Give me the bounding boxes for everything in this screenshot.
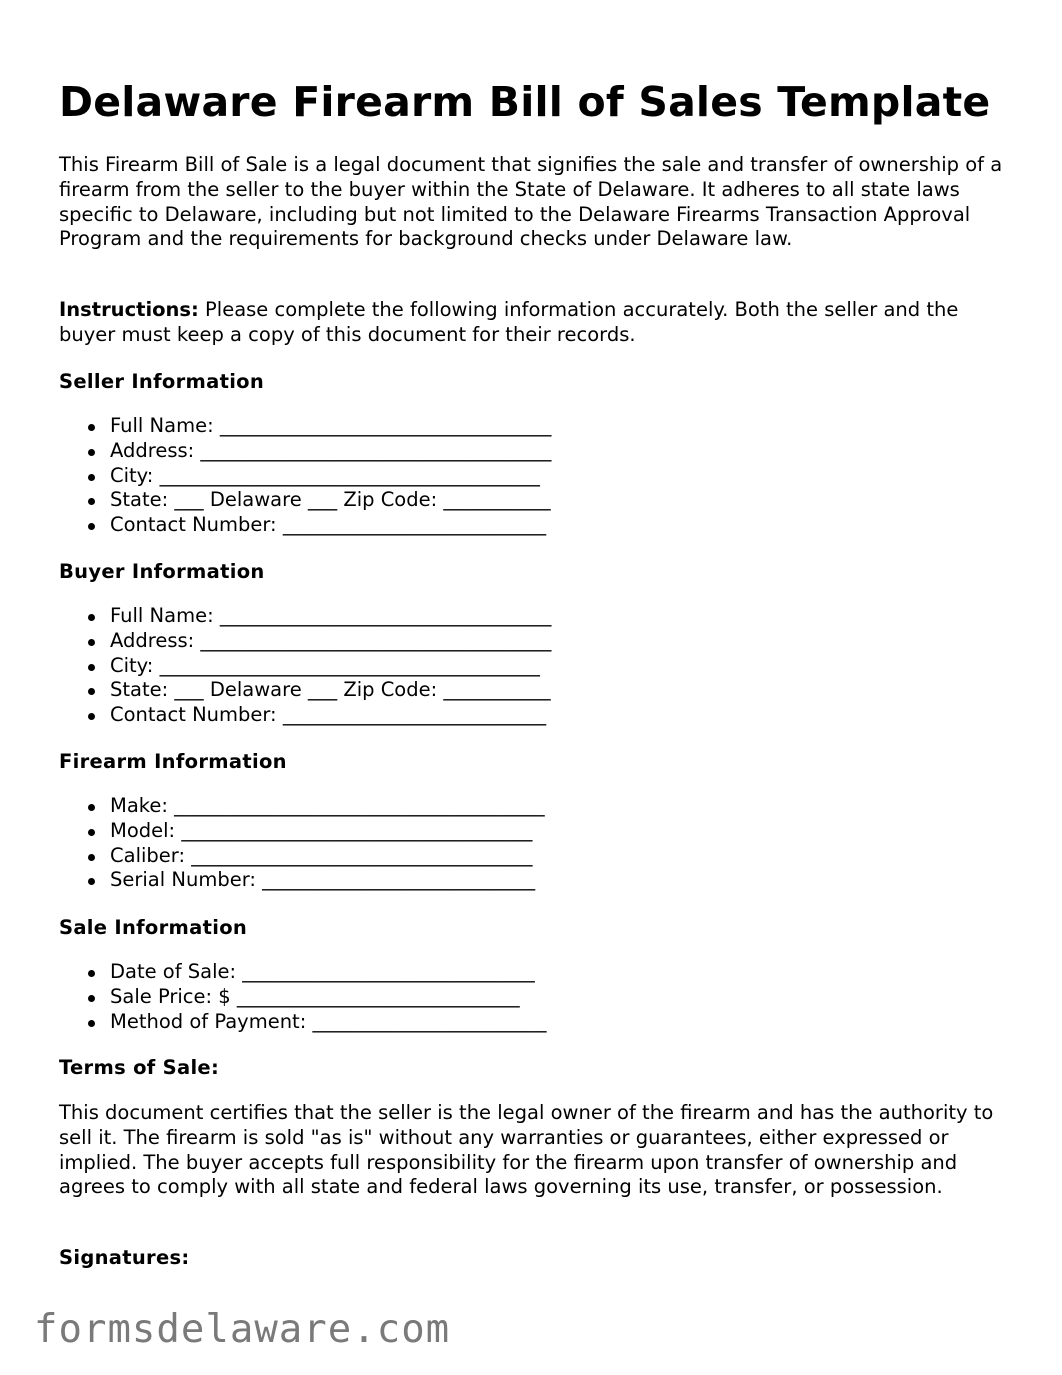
terms-section-heading: Terms of Sale: bbox=[59, 1056, 220, 1079]
sale-price-field: Sale Price: $ _____________________________ bbox=[110, 985, 546, 1010]
buyer-city-field: City: _______________________________________ bbox=[110, 654, 551, 679]
firearm-caliber-field: Caliber: ___________________________________ bbox=[110, 844, 545, 869]
firearm-section-heading: Firearm Information bbox=[59, 750, 287, 773]
seller-city-field: City: _______________________________________ bbox=[110, 464, 551, 489]
seller-fields-list bbox=[59, 414, 551, 538]
instructions-paragraph bbox=[59, 298, 1019, 348]
seller-state-zip-field: State: ___ Delaware ___ Zip Code: ___________ bbox=[110, 488, 551, 512]
document-title: Delaware Firearm Bill of Sales Template bbox=[59, 78, 991, 126]
seller-contact-number-field: Contact Number: ___________________________ bbox=[110, 513, 551, 538]
firearm-fields-list bbox=[59, 794, 545, 893]
firearm-model-field: Model: ____________________________________ bbox=[110, 819, 545, 844]
intro-paragraph: This Firearm Bill of Sale is a legal document that signifies the sale and transfer of ownership of a firearm from the seller to the buyer within the State of Delaware. It adheres to all state laws specific to Delaware, including but not limited to the Delaware Firearms Transaction Approval Program and the requirements for background checks under Delaware law. bbox=[59, 153, 1003, 251]
seller-address-field: Address: ____________________________________ bbox=[110, 438, 552, 462]
buyer-section-heading: Buyer Information bbox=[59, 560, 265, 583]
buyer-contact-number-field: Contact Number: ___________________________ bbox=[110, 703, 551, 728]
site-watermark: formsdelaware.com bbox=[34, 1307, 451, 1352]
instructions-label: Instructions: bbox=[59, 298, 199, 321]
buyer-state-zip-field: State: ___ Delaware ___ Zip Code: ___________ bbox=[110, 678, 551, 702]
buyer-address-field: Address: ____________________________________ bbox=[110, 628, 552, 652]
buyer-full-name-field: Full Name: __________________________________ bbox=[110, 604, 552, 627]
seller-section-heading: Seller Information bbox=[59, 370, 265, 393]
firearm-make-field: Make: ______________________________________ bbox=[110, 794, 545, 817]
sale-date-field: Date of Sale: ______________________________ bbox=[110, 960, 546, 985]
terms-paragraph: This document certifies that the seller is the legal owner of the firearm and has the authority to sell it. The firearm is sold "as is" without any warranties or guarantees, either expressed or implied. The buyer accepts full responsibility for the firearm upon transfer of ownership and agrees to comply with all state and federal laws governing its use, transfer, or possession. bbox=[59, 1101, 994, 1199]
buyer-fields-list bbox=[59, 604, 551, 728]
signatures-section-heading: Signatures: bbox=[59, 1246, 190, 1269]
sale-fields-list bbox=[59, 960, 546, 1034]
instructions-text: Please complete the following information accurately. Both the seller and the buyer must keep a copy of this document for their records. bbox=[59, 298, 959, 346]
seller-full-name-field: Full Name: __________________________________ bbox=[110, 414, 552, 437]
sale-payment-method-field: Method of Payment: ________________________ bbox=[110, 1009, 547, 1033]
firearm-serial-number-field: Serial Number: ____________________________ bbox=[110, 868, 545, 893]
sale-section-heading: Sale Information bbox=[59, 916, 248, 939]
